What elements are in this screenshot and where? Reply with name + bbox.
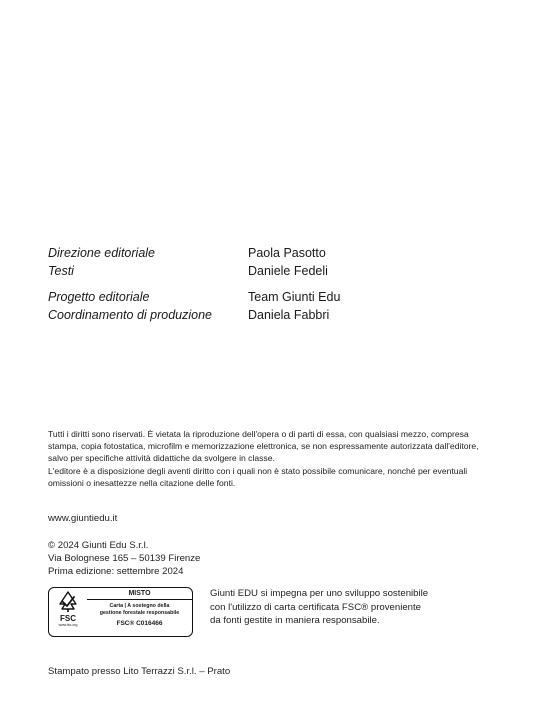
rights-notice <box>48 428 496 489</box>
edition-line: Prima edizione: settembre 2024 <box>48 566 184 577</box>
printer-line: Stampato presso Lito Terrazzi S.r.l. – Prato <box>48 666 231 677</box>
credit-name: Paola Pasotto <box>248 246 326 260</box>
fsc-code: FSC® C016466 <box>116 620 163 627</box>
credit-role: Coordinamento di produzione <box>48 308 212 322</box>
rights-paragraph: L'editore è a disposizione degli aventi diritto con i quali non è stato possibile comunicare, nonché per eventuali omissioni o inesattezze nella citazione delle fonti. <box>48 465 468 488</box>
credit-name: Daniele Fedeli <box>248 264 328 278</box>
fsc-url: www.fsc.org <box>58 623 78 627</box>
sustainability-line: Giunti EDU si impegna per uno sviluppo sostenibile <box>210 588 429 599</box>
copyright-line: © 2024 Giunti Edu S.r.l. <box>48 540 149 551</box>
fsc-logo <box>49 588 87 636</box>
sustainability-line: con l'utilizzo di carta certificata FSC® proveniente <box>210 601 421 613</box>
fsc-tree-checkmark-icon <box>55 591 81 613</box>
fsc-details <box>87 588 192 636</box>
address-line: Via Bolognese 165 – 50139 Firenze <box>48 553 201 564</box>
fsc-label <box>48 587 193 637</box>
credit-role: Direzione editoriale <box>48 246 156 260</box>
fsc-logo-text: FSC <box>60 614 76 623</box>
fsc-description <box>100 603 179 616</box>
fsc-title: MISTO <box>87 588 192 600</box>
credit-row <box>48 262 488 280</box>
sustainability-note <box>210 587 450 628</box>
credit-row <box>48 244 488 262</box>
publisher-info <box>48 539 200 578</box>
credit-group <box>48 244 488 280</box>
fsc-desc-line: Carta | A sostegno della <box>109 603 170 609</box>
credit-name: Daniela Fabbri <box>248 308 330 322</box>
fsc-desc-line: gestione forestale responsabile <box>99 609 180 616</box>
credit-group <box>48 288 488 324</box>
sustainability-line: da fonti gestite in maniera responsabile. <box>210 615 380 626</box>
credit-row <box>48 288 488 306</box>
credit-role: Progetto editoriale <box>48 290 150 304</box>
credit-row <box>48 306 488 324</box>
credit-name: Team Giunti Edu <box>248 290 341 304</box>
credits-block <box>48 244 488 332</box>
credit-role: Testi <box>48 264 74 278</box>
rights-paragraph: Tutti i diritti sono riservati. È vietata la riproduzione dell'opera o di parti di essa, con qualsiasi mezzo, compresa stampa, copia fotostatica, microfilm e memorizzazione elettronica, se non espressamente autorizzata dall'editore, salvo per specifiche attività didattiche da svolgere in classe. <box>48 429 479 464</box>
website-link[interactable]: www.giuntiedu.it <box>48 513 118 524</box>
